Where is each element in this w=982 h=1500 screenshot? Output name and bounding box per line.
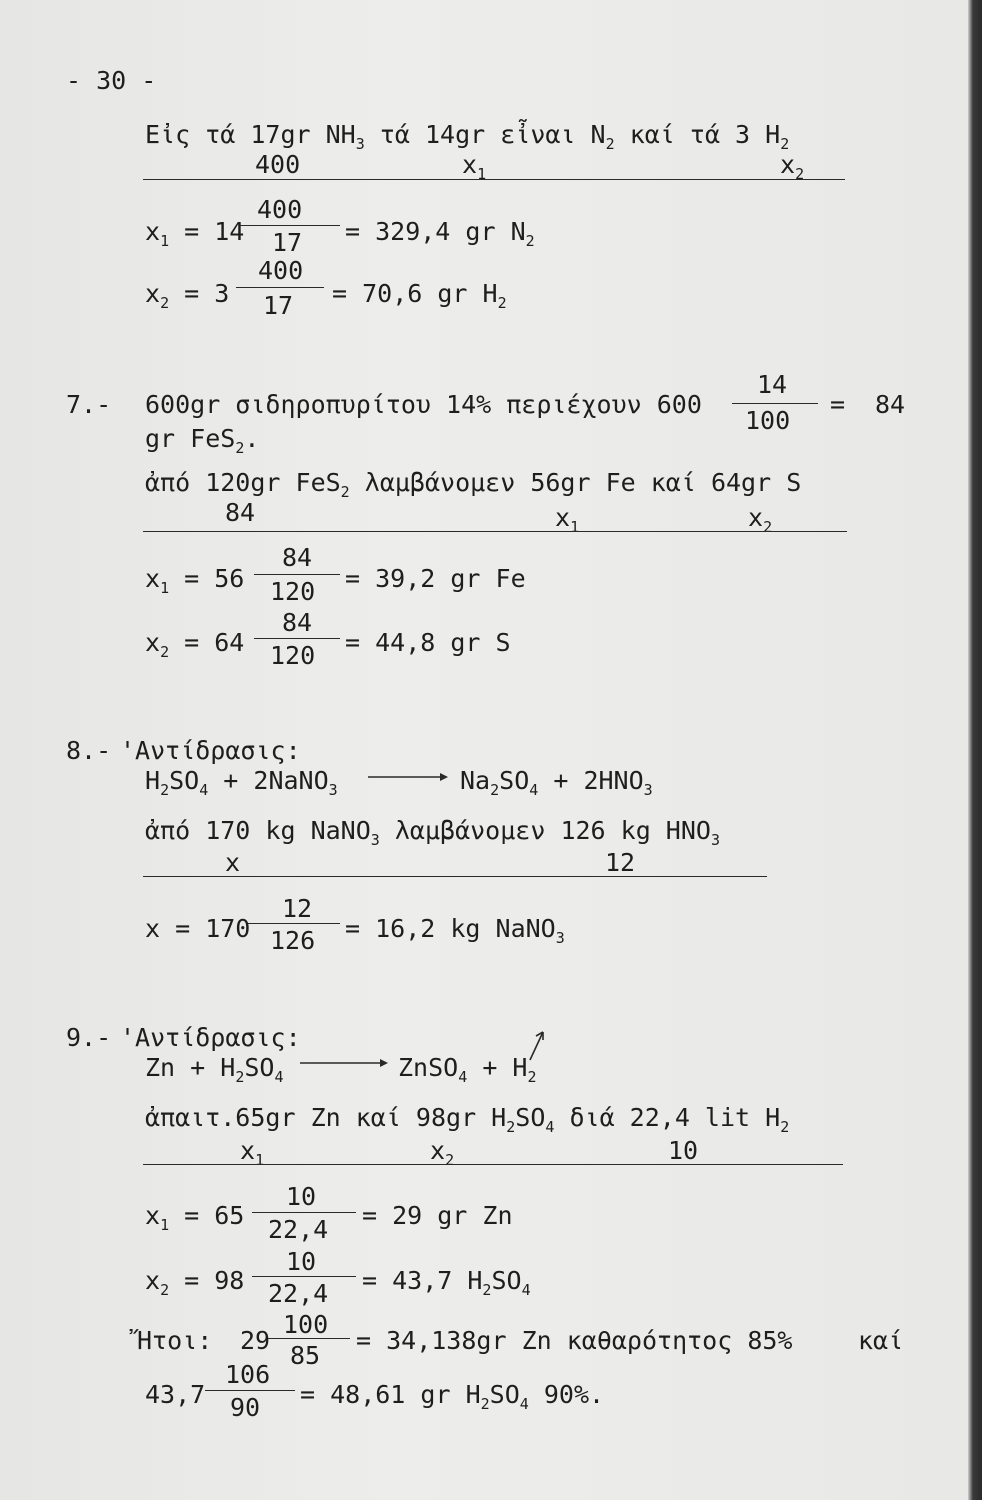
fraction-bar [268,1338,350,1339]
subscript: 4 [199,781,209,799]
subscript: 1 [255,1151,265,1169]
reaction-equation [145,768,338,798]
ratio-intro-text-b: τά 14gr εἶναι N [379,120,606,149]
ratio-intro-line [145,122,789,152]
text: ZnSO [398,1053,459,1082]
under-x1 [462,152,486,182]
fraction-numerator: 100 [283,1310,329,1339]
equation-result: = 39,2 gr Fe [345,564,526,593]
var: x [145,628,161,657]
text: = 16,2 kg NaNO [345,914,556,943]
fraction-numerator: 84 [282,543,313,572]
subscript: 2 [160,294,170,312]
fraction-denominator: 85 [290,1341,321,1370]
equation-coef: = 65 [184,1201,245,1230]
equation-result: = 29 gr Zn [362,1201,513,1230]
subscript: 2 [340,483,350,501]
subscript: 4 [274,1068,284,1086]
equation-result: = 34,138gr Zn καθαρότητος 85% [356,1326,793,1355]
text: διά 22,4 lit H [569,1103,781,1132]
ratio-intro-text-c: καί τά 3 H [629,120,781,149]
fraction-numerator: 84 [282,608,313,637]
subscript: 1 [160,579,170,597]
equation-coef: = 64 [184,628,245,657]
under-value: 84 [225,498,256,527]
equation-coef: = 14 [184,217,245,246]
problem-line: 600gr σιδηροπυρίτου 14% περιέχουν 600 [145,390,702,419]
equals-sign: = [830,390,846,419]
text: λαμβάνομεν 126 kg HNO [394,816,711,845]
subscript: 2 [605,135,615,153]
fraction-denominator: 17 [263,291,294,320]
ito-label: Ἤτοι: [137,1326,213,1355]
subscript: 4 [458,1068,468,1086]
var: x [430,1136,446,1165]
text: SO [244,1053,275,1082]
subscript: 2 [490,781,500,799]
text: + H [482,1053,528,1082]
fraction-bar [236,287,324,288]
ratio-line [145,818,720,848]
subscript: 3 [328,781,338,799]
text: + 2HNO [553,766,644,795]
conjunction: καί [858,1326,904,1355]
divider-line [143,876,767,877]
problem-number: 8.- [66,736,112,765]
fraction-numerator: 10 [286,1247,317,1276]
fraction-denominator: 22,4 [268,1279,329,1308]
fraction-bar [252,1212,356,1213]
text: = 48,61 gr H [300,1380,481,1409]
under-value: 10 [668,1136,699,1165]
equation-result: = 44,8 gr S [345,628,511,657]
fraction-bar [254,638,340,639]
subscript: 4 [521,1281,531,1299]
subscript: 2 [780,1118,790,1136]
equation-result [300,1382,604,1412]
var: x [462,150,478,179]
text: Na [460,766,491,795]
under-x2 [780,152,804,182]
fraction-bar [205,1390,295,1391]
var: x [780,150,796,179]
equation-coef: 29 [240,1326,271,1355]
text: gr FeS [145,424,236,453]
equation-x2 [145,1268,244,1298]
fraction-denominator: 126 [270,926,316,955]
text: SO [169,766,200,795]
equation-coef: 43,7 [145,1380,206,1409]
divider-line [143,531,847,532]
text: SO [515,1103,546,1132]
fraction-denominator: 17 [272,228,303,257]
result-text: = 329,4 gr N [345,217,526,246]
fraction-bar [240,225,340,226]
subscript: 2 [780,135,790,153]
fraction-numerator: 14 [757,370,788,399]
fraction-bar [254,574,340,575]
fraction-denominator: 100 [745,406,791,435]
divider-line [143,179,845,180]
fraction-bar [248,923,340,924]
reaction-arrow-icon [368,770,448,784]
subscript: 3 [555,929,565,947]
text: SO [489,1380,520,1409]
text: 90%. [543,1380,605,1409]
equation-coef: = 3 [184,279,230,308]
fraction-denominator: 90 [230,1393,261,1422]
var: x [145,217,161,246]
subscript: 2 [160,781,170,799]
var: x [555,503,571,532]
reaction-heading: 'Αντίδρασις: [120,1023,301,1052]
equation-x1 [145,1203,244,1233]
subscript: 2 [235,439,245,457]
page-edge-shadow [968,0,982,1500]
subscript: 2 [506,1118,516,1136]
subscript: 2 [235,1068,245,1086]
fraction-numerator: 12 [282,894,313,923]
text: λαμβάνομεν 56gr Fe καί 64gr S [364,468,802,497]
subscript: 1 [477,165,487,183]
subscript: 2 [160,643,170,661]
problem-number: 9.- [66,1023,112,1052]
fraction-denominator: 22,4 [268,1215,329,1244]
ratio-line [145,1105,789,1135]
subscript: 3 [370,831,380,849]
under-value: 400 [255,150,301,179]
fraction-numerator: 106 [225,1360,271,1389]
subscript: 2 [763,518,773,536]
text: ἀπό 120gr FeS [145,468,341,497]
under-x: x [225,848,241,877]
text: H [145,766,161,795]
fraction-bar [252,1276,356,1277]
equation-x1 [145,566,244,596]
fraction-numerator: 400 [257,195,303,224]
equation-x: x = 170 [145,914,251,943]
subscript: 4 [519,1395,529,1413]
fraction-denominator: 120 [270,641,316,670]
subscript: 3 [355,135,365,153]
subscript: 4 [545,1118,555,1136]
gas-up-arrow-icon [527,1028,547,1062]
fraction-numerator: 400 [258,256,304,285]
var: x [145,1266,161,1295]
fraction-denominator: 120 [270,577,316,606]
divider-line [143,1164,843,1165]
text: ἀπό 170 kg NaNO [145,816,371,845]
subscript: 2 [482,1281,492,1299]
equation-result [345,219,535,249]
var: x [145,564,161,593]
equation-result [362,1268,531,1298]
subscript: 2 [525,232,535,250]
subscript: 2 [480,1395,490,1413]
equation-coef: = 56 [184,564,245,593]
equation-result [332,281,507,311]
text: SO [491,1266,522,1295]
subscript: 2 [160,1281,170,1299]
subscript: 3 [643,781,653,799]
under-value: 12 [605,848,636,877]
page-number: - 30 - [66,66,157,95]
reaction-heading: 'Αντίδρασις: [120,736,301,765]
text: . [244,424,260,453]
subscript: 2 [795,165,805,183]
equation-result [345,916,565,946]
text: ἀπαιτ.65gr Zn καί 98gr H [145,1103,507,1132]
text: = 43,7 H [362,1266,483,1295]
var: x [145,1201,161,1230]
subscript: 1 [160,1216,170,1234]
subscript: 3 [710,831,720,849]
text: Zn + H [145,1053,236,1082]
subscript: 1 [160,232,170,250]
text: SO [499,766,530,795]
equation-x2 [145,281,229,311]
subscript: 2 [527,1068,537,1086]
reaction-products [460,768,653,798]
subscript: 2 [445,1151,455,1169]
fraction-bar [732,403,818,404]
var: x [145,279,161,308]
reaction-products [398,1055,537,1085]
problem-line-2 [145,426,259,456]
var: x [240,1136,256,1165]
result-value: 84 [875,390,906,419]
equation-coef: = 98 [184,1266,245,1295]
ratio-intro-text: Εἰς τά 17gr NH [145,120,356,149]
reaction-equation [145,1055,283,1085]
result-text: = 70,6 gr H [332,279,498,308]
text: + 2NaNO [223,766,329,795]
equation-x1 [145,219,244,249]
fraction-numerator: 10 [286,1182,317,1211]
reaction-arrow-icon [300,1056,388,1070]
problem-number: 7.- [66,390,112,419]
subscript: 2 [497,294,507,312]
subscript: 4 [529,781,539,799]
equation-x2 [145,630,244,660]
var: x [748,503,764,532]
ratio-line [145,470,801,500]
subscript: 1 [570,518,580,536]
